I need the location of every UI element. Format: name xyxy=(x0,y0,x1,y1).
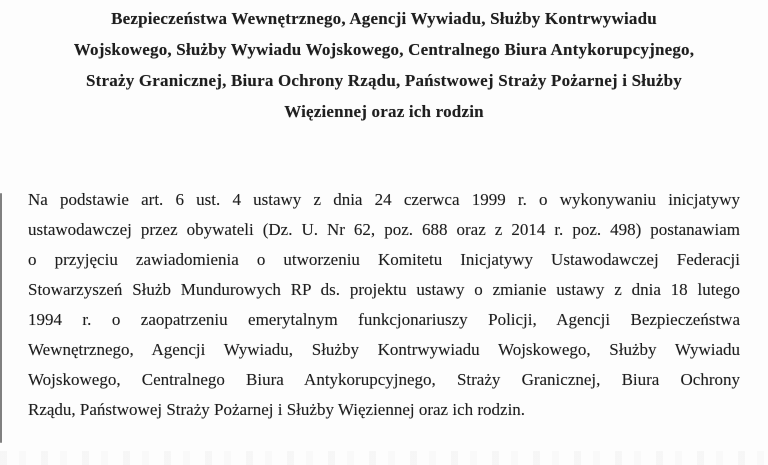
heading-line: Straży Granicznej, Biura Ochrony Rządu, Państwowej Straży Pożarnej i Służby xyxy=(86,71,682,90)
paragraph-line: ustawodawczej przez obywateli (Dz. U. Nr 62, poz. 688 oraz z 2014 r. poz. 498) postanawiam xyxy=(28,220,740,239)
document-heading xyxy=(28,0,740,127)
paragraph-line: o przyjęciu zawiadomienia o utworzeniu Komitetu Inicjatywy Ustawodawczej Federacji xyxy=(28,250,740,269)
document-paragraph xyxy=(28,185,740,425)
paragraph-line: Na podstawie art. 6 ust. 4 ustawy z dnia 24 czerwca 1999 r. o wykonywaniu inicjatywy xyxy=(28,190,740,209)
scan-edge-artifact xyxy=(0,193,2,443)
paragraph-line: Wojskowego, Centralnego Biura Antykorupcyjnego, Straży Granicznej, Biura Ochrony xyxy=(28,370,740,389)
scan-noise-artifact xyxy=(0,451,768,465)
paragraph-line: Wewnętrznego, Agencji Wywiadu, Służby Kontrwywiadu Wojskowego, Służby Wywiadu xyxy=(28,340,740,359)
heading-line: Bezpieczeństwa Wewnętrznego, Agencji Wywiadu, Służby Kontrwywiadu xyxy=(111,9,657,28)
paragraph-line: Stowarzyszeń Służb Mundurowych RP ds. projektu ustawy o zmianie ustawy z dnia 18 lutego xyxy=(28,280,740,299)
paragraph-line: 1994 r. o zaopatrzeniu emerytalnym funkcjonariuszy Policji, Agencji Bezpieczeństwa xyxy=(28,310,740,329)
heading-line: Wojskowego, Służby Wywiadu Wojskowego, Centralnego Biura Antykorupcyjnego, xyxy=(73,40,695,59)
paragraph-line: Rządu, Państwowej Straży Pożarnej i Służby Więziennej oraz ich rodzin. xyxy=(28,400,526,419)
heading-line: Więziennej oraz ich rodzin xyxy=(284,102,484,121)
